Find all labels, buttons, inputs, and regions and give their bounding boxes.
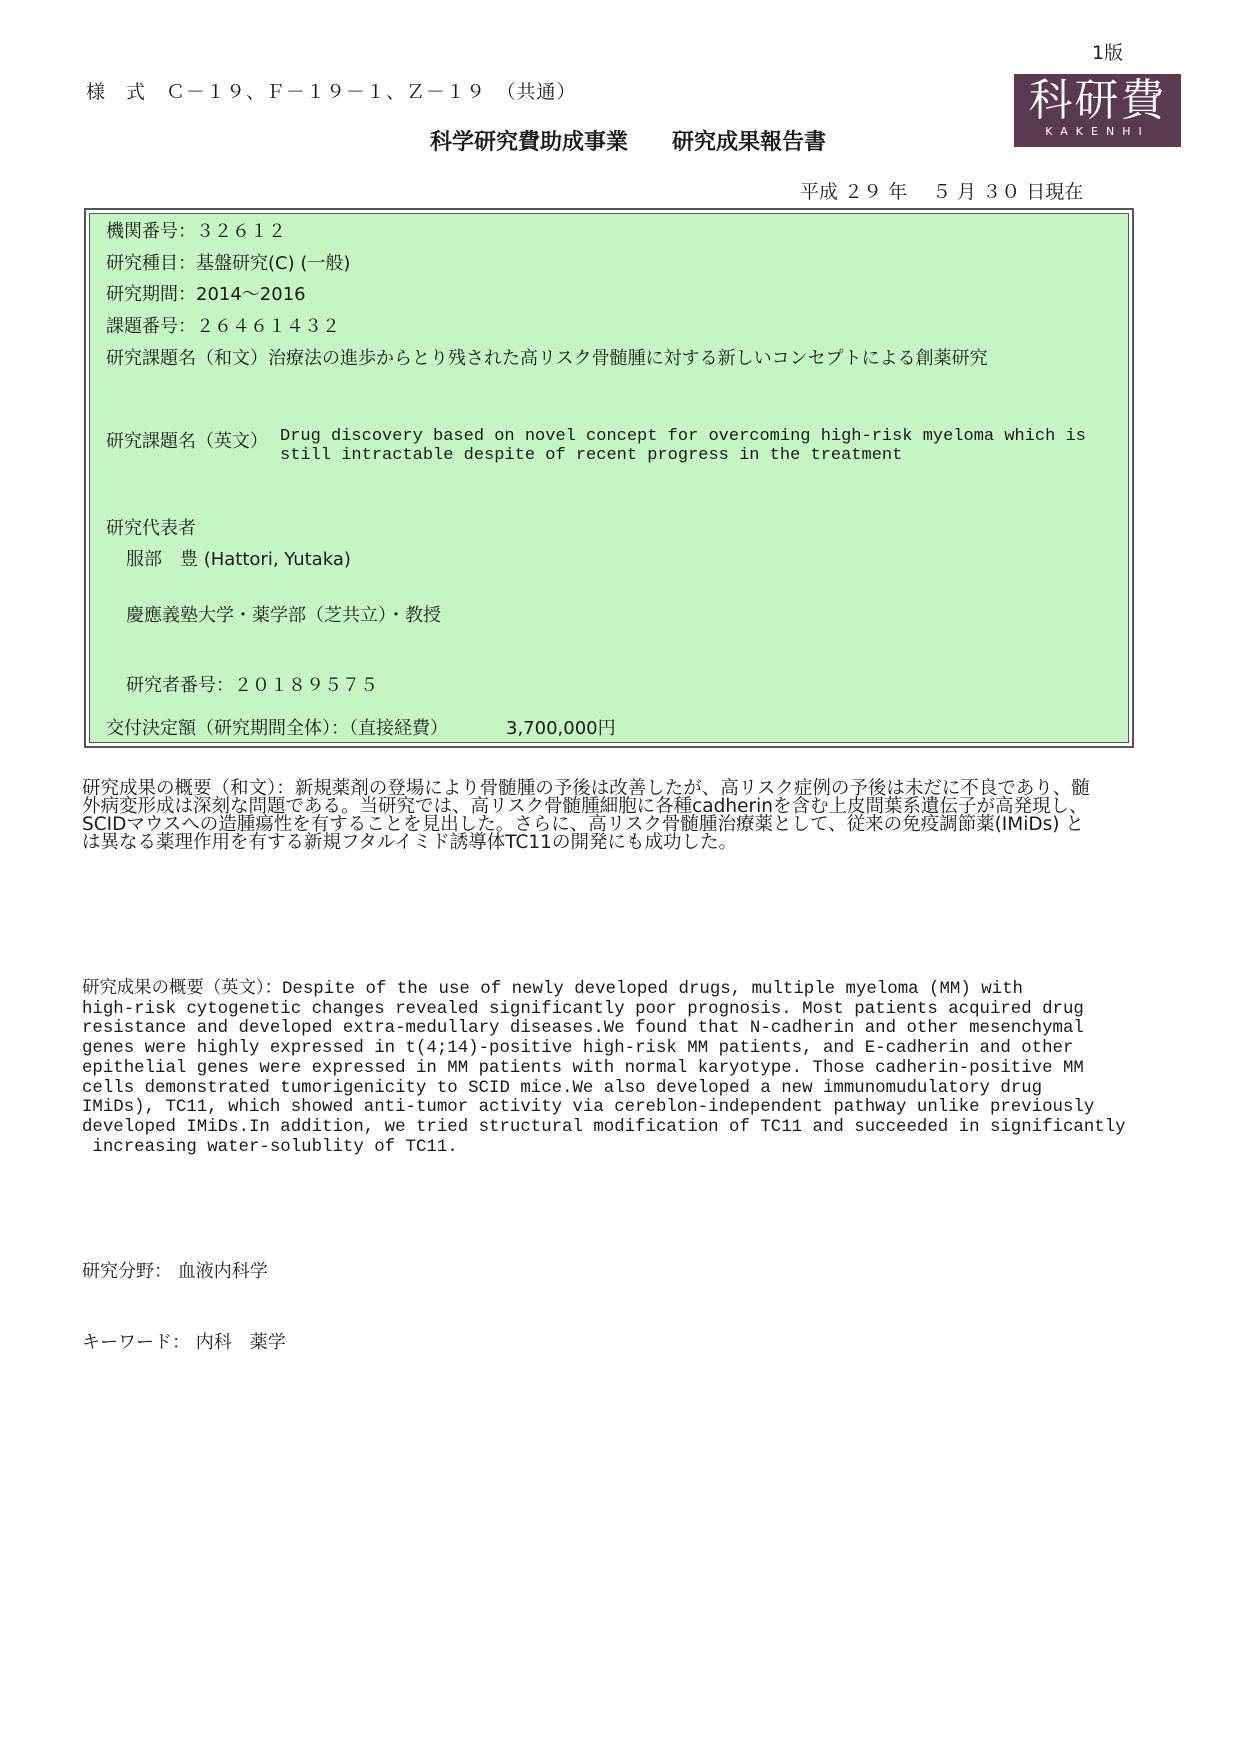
period-label: 研究期間： — [106, 284, 196, 305]
keywords-label: キーワード： — [82, 1332, 190, 1353]
grant-value: 3,700,000円 — [506, 718, 616, 739]
kakenhi-logo — [1014, 74, 1181, 147]
summary-japanese: 研究成果の概要（和文）：新規薬剤の登場により骨髄腫の予後は改善したが、高リスク症例の予後は未だに不良であり、髄外病変形成は深刻な問題である。当研究では、高リスク骨髄腫細胞に各種cadherinを含む上皮間葉系遺伝子が高発現し、SCIDマウスへの造腫瘍性を有することを見出した。さらに、高リスク骨髄腫治療薬として、従来の免疫調節薬(IMiDs) とは異なる薬理作用を有する新規フタルイミド誘導体TC11の開発にも成功した。 — [82, 778, 1090, 853]
form-number: 様 式 Ｃ－１９、Ｆ－１９－１、Ｚ－１９ （共通） — [86, 81, 577, 103]
grant-label: 交付決定額（研究期間全体）：（直接経費） — [106, 718, 448, 739]
logo-roman: KAKENHI — [1045, 125, 1150, 138]
title-ja-label: 研究課題名（和文） — [106, 348, 268, 369]
institution-value: ３２６１２ — [196, 221, 286, 242]
grant-row — [106, 714, 616, 740]
summary-english: 研究成果の概要（英文）：Despite of the use of newly developed drugs, multiple myeloma (MM) with high-risk cytogenetic changes revealed significantly poor prognosis. Most patients acquired drug resistance and developed extra-medullary diseases.We found that N-cadherin and other mesenchymal genes were highly expressed in t(4;14)-positive high-risk MM patients, and E-cadherin and other epithelial genes were expressed in MM patients with normal karyotype. Those cadherin-positive MM cells demonstrated tumorigenicity to SCID mice.We also developed a new immunomudulatory drug IMiDs), TC11, which showed anti-tumor activity via cereblon-independent pathway unlike previously developed IMiDs.In addition, we tried structural modification of TC11 and succeeded in significantly increasing water-solublity of TC11. — [82, 980, 1126, 1157]
title-en-value: Drug discovery based on novel concept for overcoming high-risk myeloma which is still intractable despite of recent progress in the treatment — [280, 427, 1086, 465]
representative-name: 服部 豊 (Hattori, Yutaka) — [126, 549, 351, 570]
keywords-value: 内科 薬学 — [195, 1332, 286, 1353]
research-field-value: 血液内科学 — [177, 1261, 268, 1282]
category-label: 研究種目： — [106, 253, 196, 274]
research-field-label: 研究分野： — [82, 1261, 172, 1282]
keywords — [82, 1328, 286, 1354]
title-en-row — [106, 427, 1106, 469]
period-row — [106, 280, 306, 306]
project-number-row — [106, 312, 340, 338]
period-value: 2014～2016 — [196, 284, 306, 305]
institution-label: 機関番号： — [106, 221, 196, 242]
research-field — [82, 1257, 268, 1283]
project-number-label: 課題番号： — [106, 316, 196, 337]
report-date: 平成 ２９ 年 ５ 月 ３０ 日現在 — [800, 181, 1084, 203]
edition-label: 1版 — [1092, 42, 1124, 64]
affiliation: 慶應義塾大学・薬学部（芝共立）・教授 — [126, 605, 441, 626]
researcher-number: 研究者番号：２０１８９５７５ — [126, 675, 378, 696]
category-row — [106, 249, 350, 275]
institution-row — [106, 217, 286, 243]
title-ja-row — [106, 344, 988, 370]
title-ja-value: 治療法の進歩からとり残された高リスク骨髄腫に対する新しいコンセプトによる創薬研究 — [268, 348, 988, 369]
document-title: 科学研究費助成事業 研究成果報告書 — [430, 130, 827, 155]
logo-kanji: 科研費 — [1028, 75, 1167, 126]
project-number-value: ２６４６１４３２ — [196, 316, 340, 337]
representative-label: 研究代表者 — [106, 518, 196, 539]
category-value: 基盤研究(C) (一般) — [196, 253, 351, 274]
title-en-label: 研究課題名（英文） — [106, 431, 268, 452]
